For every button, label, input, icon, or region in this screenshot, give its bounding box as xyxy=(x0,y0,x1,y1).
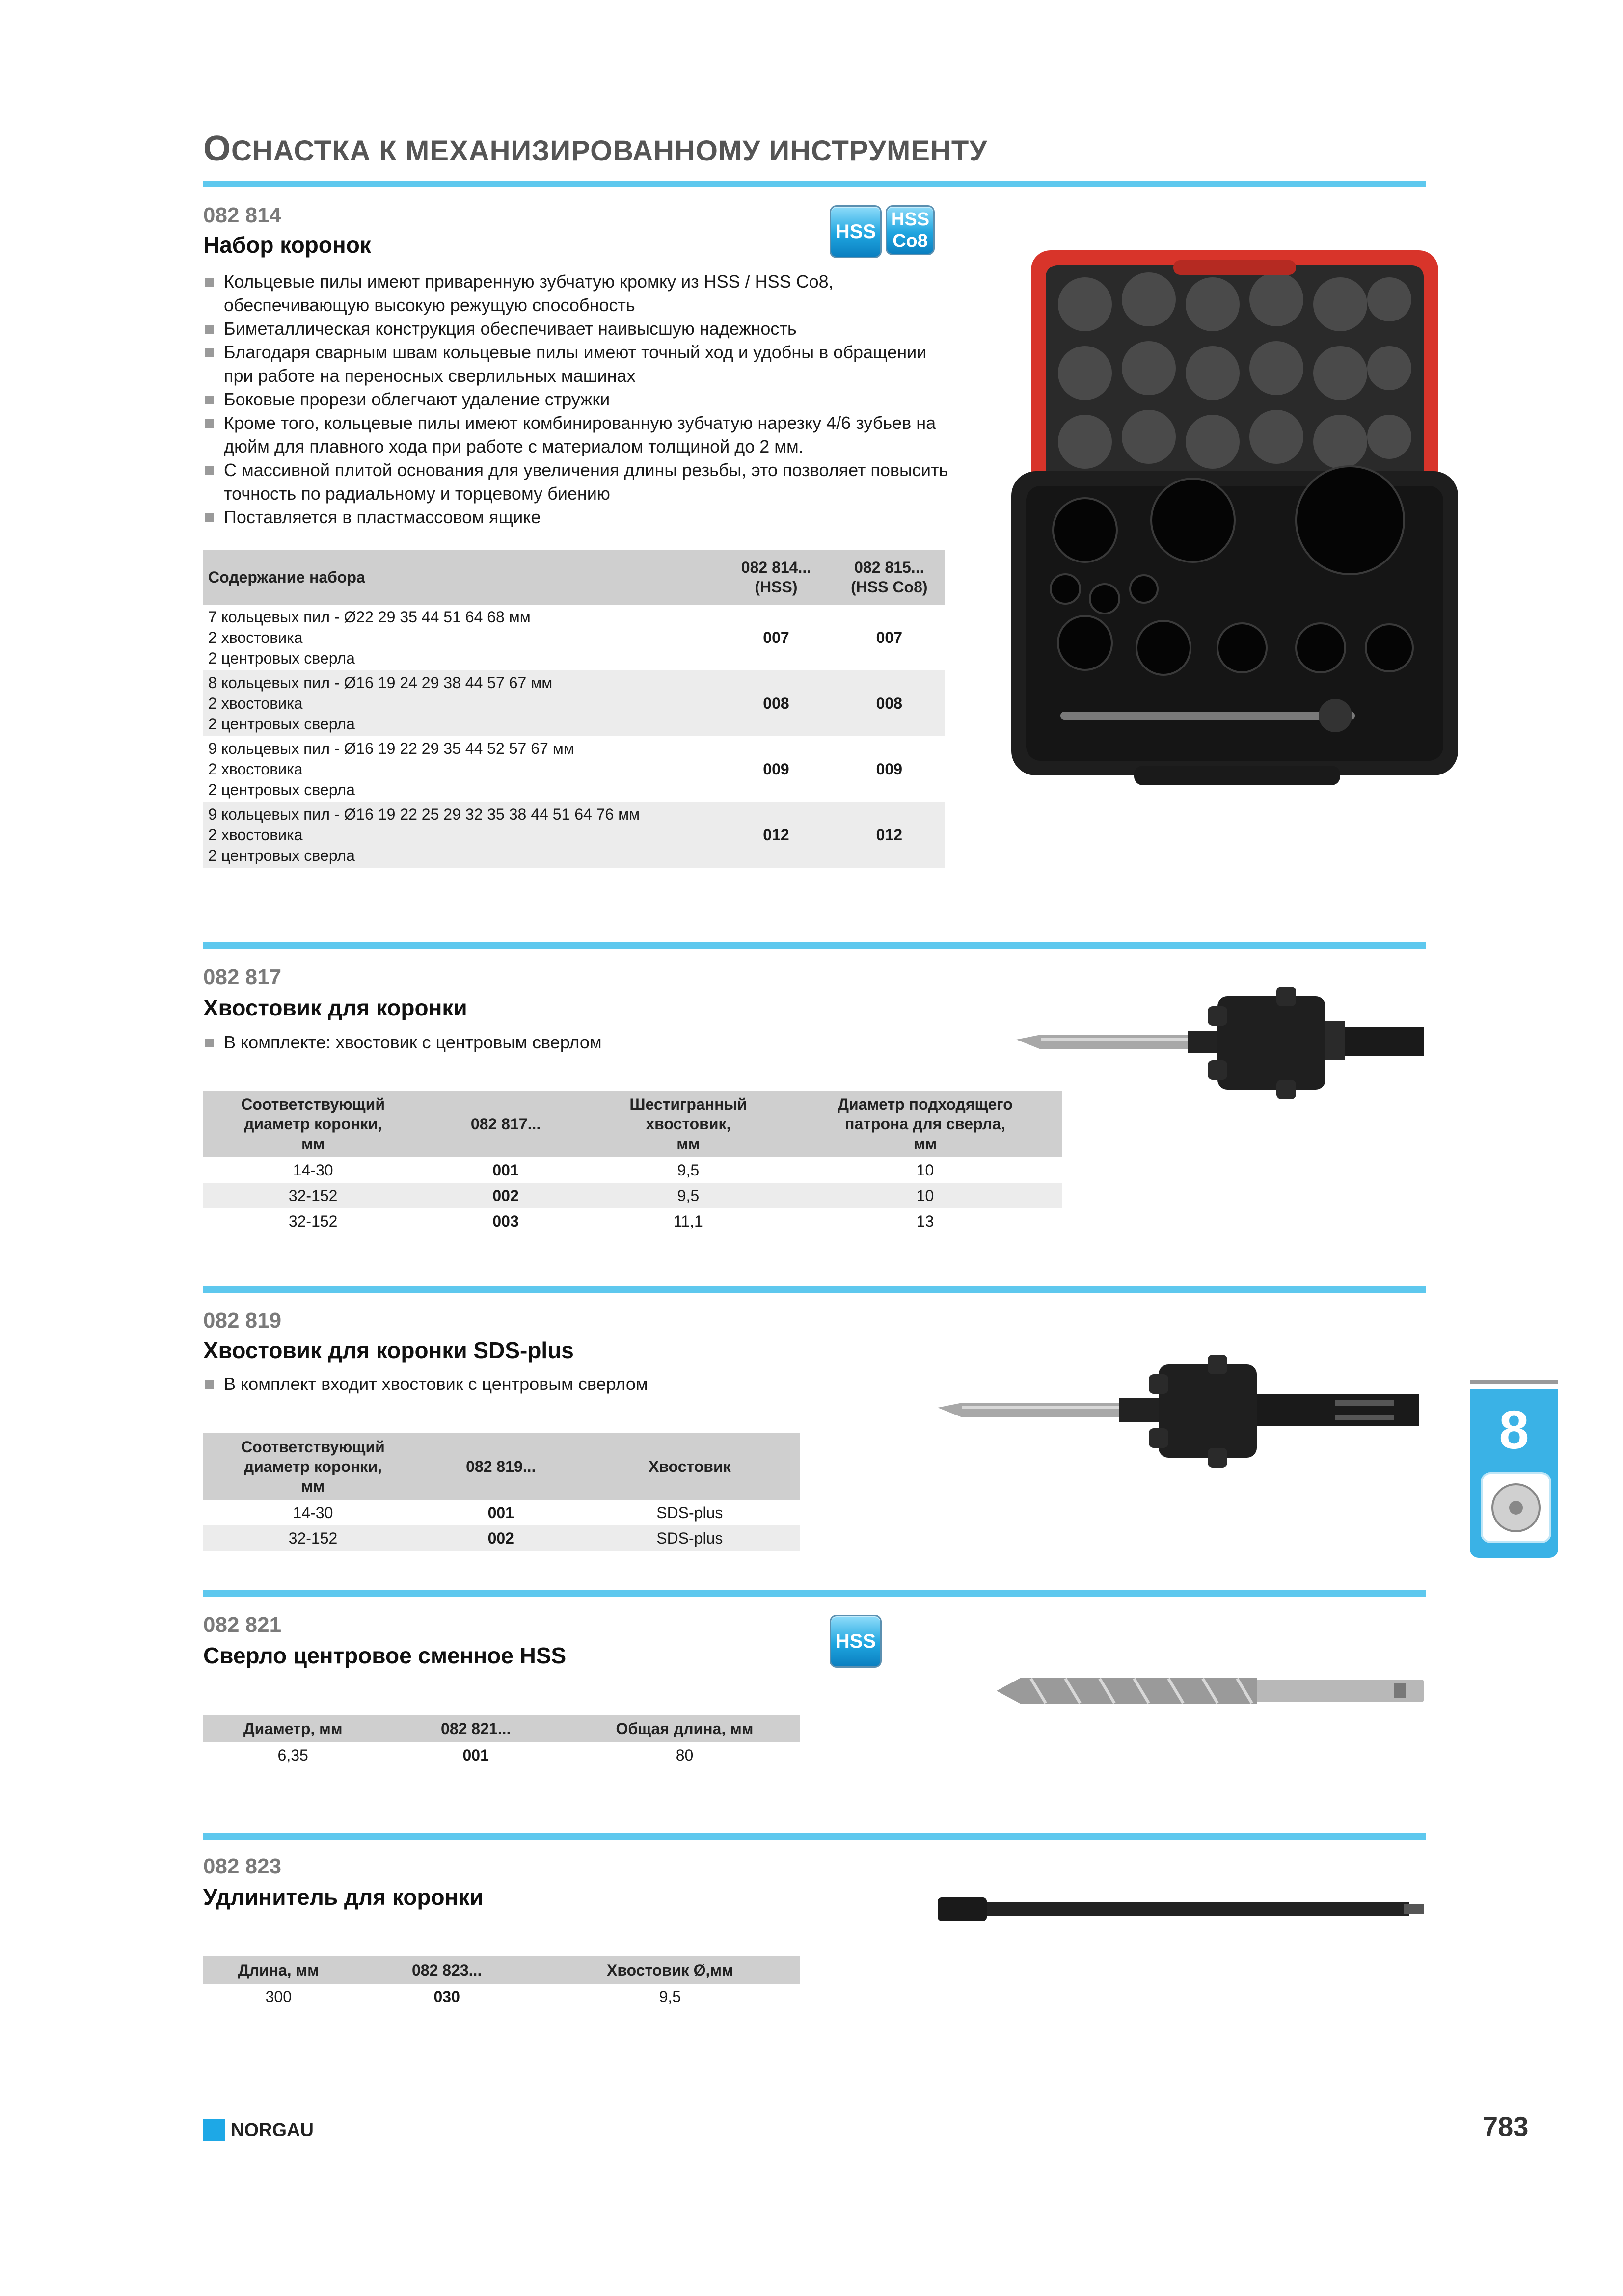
table-row: 6,35 001 80 xyxy=(277,1746,694,1764)
product-title: Хвостовик для коронки xyxy=(203,995,467,1020)
extension-rod-image xyxy=(933,1890,1429,1929)
pilot-drill-image xyxy=(992,1669,1429,1713)
product-code: 082 821 xyxy=(203,1613,282,1637)
sds-arbor-table xyxy=(203,1433,800,1551)
hss-co8-badge: HSS Co8 xyxy=(886,205,935,255)
brand-logo-icon xyxy=(203,2119,225,2141)
product-title: Сверло центровое сменное HSS xyxy=(203,1643,567,1668)
table-header: 082 817... xyxy=(423,1091,589,1157)
product-title: Удлинитель для коронки xyxy=(203,1884,484,1910)
page-title-rest: СНАСТКА К МЕХАНИЗИРОВАННОМУ ИНСТРУМЕНТУ xyxy=(231,135,988,167)
table-header: Диаметр, мм xyxy=(203,1715,382,1742)
section-divider xyxy=(203,1833,1426,1840)
table-row: 32-152 002 SDS-plus xyxy=(203,1525,800,1551)
table-header: 082 821... xyxy=(382,1715,569,1742)
table-header: Диаметр подходящего патрона для сверла, мм xyxy=(788,1091,1062,1157)
saw-disc-icon xyxy=(1481,1472,1551,1543)
chapter-number: 8 xyxy=(1499,1400,1529,1460)
list-item: В комплекте: хвостовик с центровым сверлом xyxy=(203,1031,891,1054)
table-row: 9 кольцевых пил - Ø16 19 22 25 29 32 35 38 44 51 64 76 мм 2 хвостовика 2 центровых сверла 012 012 xyxy=(203,802,945,868)
section-divider xyxy=(203,1286,1426,1293)
table-header: 082 815... (HSS Co8) xyxy=(834,550,945,605)
table-header: Соответствующий диаметр коронки, мм xyxy=(203,1433,423,1500)
sds-arbor-image xyxy=(933,1345,1424,1477)
list-item: Поставляется в пластмассовом ящике xyxy=(203,506,959,529)
list-item: Благодаря сварным швам кольцевые пилы имеют точный ход и удобны в обращении при работе на переносных сверлильных машинах xyxy=(203,341,959,388)
product-code: 082 819 xyxy=(203,1308,282,1333)
section-divider xyxy=(203,181,1426,187)
holesaw-set-case-image xyxy=(987,245,1473,790)
table-row: 32-152 002 9,5 10 xyxy=(203,1183,1062,1208)
hss-badge: HSS xyxy=(830,205,882,258)
page-title-cap: О xyxy=(203,129,232,168)
set-contents-table xyxy=(203,550,945,868)
section-divider xyxy=(203,1590,1426,1597)
feature-list xyxy=(203,1372,891,1396)
table-row: 32-152 003 11,1 13 xyxy=(288,1212,934,1230)
table-header: Хвостовик Ø,мм xyxy=(540,1956,800,1984)
feature-list xyxy=(203,1031,891,1054)
product-code: 082 817 xyxy=(203,965,282,989)
brand-name: NORGAU xyxy=(231,2120,314,2140)
table-header: Содержание набора xyxy=(203,550,718,605)
table-header: Хвостовик xyxy=(579,1433,800,1500)
list-item: Боковые прорези облегчают удаление стружки xyxy=(203,388,959,411)
table-header: Соответствующий диаметр коронки, мм xyxy=(203,1091,423,1157)
table-header: Общая длина, мм xyxy=(569,1715,800,1742)
table-header: Шестигранный хвостовик, мм xyxy=(589,1091,788,1157)
pilot-drill-table xyxy=(203,1715,800,1768)
table-row: 8 кольцевых пил - Ø16 19 24 29 38 44 57 67 мм 2 хвостовика 2 центровых сверла 008 008 xyxy=(203,670,945,736)
list-item: С массивной плитой основания для увеличения длины резьбы, это позволяет повысить точность по радиальному и торцевому биению xyxy=(203,458,959,506)
arbor-table xyxy=(203,1091,1062,1234)
product-code: 082 823 xyxy=(203,1854,282,1878)
chapter-tab xyxy=(1470,1389,1558,1558)
list-item: Кольцевые пилы имеют приваренную зубчатую кромку из HSS / HSS Co8, обеспечивающую высокую режущую способность xyxy=(203,270,959,317)
section-divider xyxy=(203,942,1426,949)
table-row: 14-30 001 9,5 10 xyxy=(293,1161,934,1179)
list-item: Кроме того, кольцевые пилы имеют комбинированную зубчатую нарезку 4/6 зубьев на дюйм для плавного хода при работе с материалом толщиной до 2 мм. xyxy=(203,411,959,458)
arbor-image xyxy=(1011,977,1429,1109)
tab-divider xyxy=(1470,1380,1558,1384)
product-title: Набор коронок xyxy=(203,232,371,258)
hss-badge: HSS xyxy=(830,1615,882,1668)
list-item: В комплект входит хвостовик с центровым сверлом xyxy=(203,1372,891,1396)
extension-table xyxy=(203,1956,800,2009)
list-item: Биметаллическая конструкция обеспечивает наивысшую надежность xyxy=(203,317,959,341)
feature-list xyxy=(203,270,959,529)
page-title xyxy=(203,129,987,169)
page-number: 783 xyxy=(1483,2111,1529,2142)
product-code: 082 814 xyxy=(203,203,282,227)
product-title: Хвостовик для коронки SDS-plus xyxy=(203,1337,574,1363)
table-row: 9 кольцевых пил - Ø16 19 22 29 35 44 52 57 67 мм 2 хвостовика 2 центровых сверла 009 009 xyxy=(208,740,902,799)
table-row: 7 кольцевых пил - Ø22 29 35 44 51 64 68 мм 2 хвостовика 2 центровых сверла 007 007 xyxy=(208,608,902,667)
table-row: 14-30 001 SDS-plus xyxy=(293,1504,723,1522)
table-header: 082 823... xyxy=(354,1956,540,1984)
table-row: 300 030 9,5 xyxy=(265,1988,681,2005)
table-header: Длина, мм xyxy=(203,1956,354,1984)
table-header: 082 819... xyxy=(423,1433,579,1500)
table-header: 082 814... (HSS) xyxy=(718,550,834,605)
